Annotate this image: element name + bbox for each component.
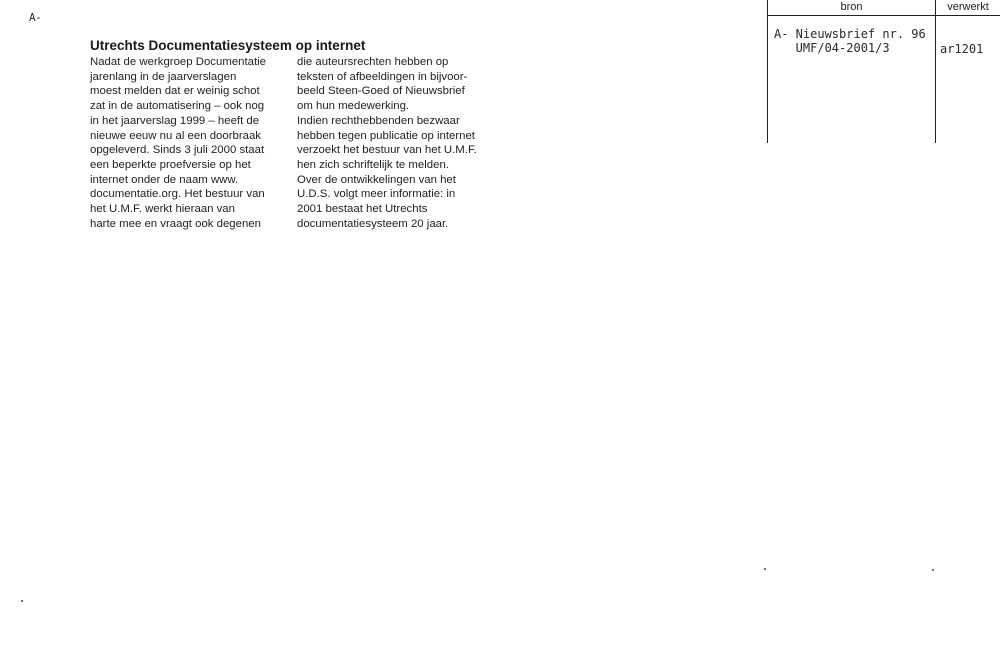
text-line: jarenlang in de jaarverslagen (90, 70, 237, 83)
text-line: U.D.S. volgt meer informatie: in (297, 188, 456, 201)
text-line: documentatie.org. Het bestuur van (90, 188, 265, 201)
text-line: een beperkte proefversie op het (90, 158, 251, 171)
text-line: opgeleverd. Sinds 3 juli 2000 staat (90, 144, 265, 157)
header-verwerkt: verwerkt (947, 1, 989, 13)
scan-speck (932, 569, 934, 571)
table-divider (935, 0, 936, 143)
source-reference: A- Nieuwsbrief nr. 96 (774, 27, 926, 41)
text-line: in het jaarverslag 1999 – heeft de (90, 114, 260, 127)
corner-mark: A- (29, 11, 42, 24)
text-line: het U.M.F. werkt hieraan van (90, 203, 235, 216)
text-line: hen zich schriftelijk te melden. (297, 158, 449, 171)
processed-code: ar1201 (940, 42, 984, 56)
source-issue: UMF/04-2001/3 (774, 41, 890, 55)
text-line: Indien rechthebbenden bezwaar (297, 114, 460, 127)
scan-speck (764, 568, 766, 570)
text-line: Nadat de werkgroep Documentatie (90, 56, 267, 68)
table-left-border (767, 0, 768, 143)
article-title: Utrechts Documentatiesysteem op internet (90, 38, 366, 53)
text-line: moest melden dat er weinig schot (90, 85, 260, 98)
text-line: internet onder de naam www. (90, 173, 239, 186)
text-line: beeld Steen-Goed of Nieuwsbrief (297, 85, 465, 98)
text-line: hebben tegen publicatie op internet (297, 129, 475, 142)
header-bron: bron (840, 1, 863, 13)
table-header-rule (767, 15, 1000, 16)
text-line: zat in de automatisering – ook nog (90, 100, 265, 113)
text-line: om hun medewerking. (297, 100, 410, 113)
article-column-left (90, 55, 290, 231)
article-column-right (297, 55, 497, 231)
text-line: verzoekt het bestuur van het U.M.F. (297, 144, 477, 157)
text-line: 2001 bestaat het Utrechts (297, 203, 428, 216)
text-line: Over de ontwikkelingen van het (297, 173, 456, 186)
text-line: die auteursrechten hebben op (297, 56, 449, 68)
text-line: harte mee en vraagt ook degenen (90, 217, 261, 230)
text-line: teksten of afbeeldingen in bijvoor- (297, 70, 468, 83)
text-line: nieuwe eeuw nu al een doorbraak (90, 129, 261, 142)
scan-speck (21, 600, 23, 602)
text-line: documentatiesysteem 20 jaar. (297, 217, 449, 230)
